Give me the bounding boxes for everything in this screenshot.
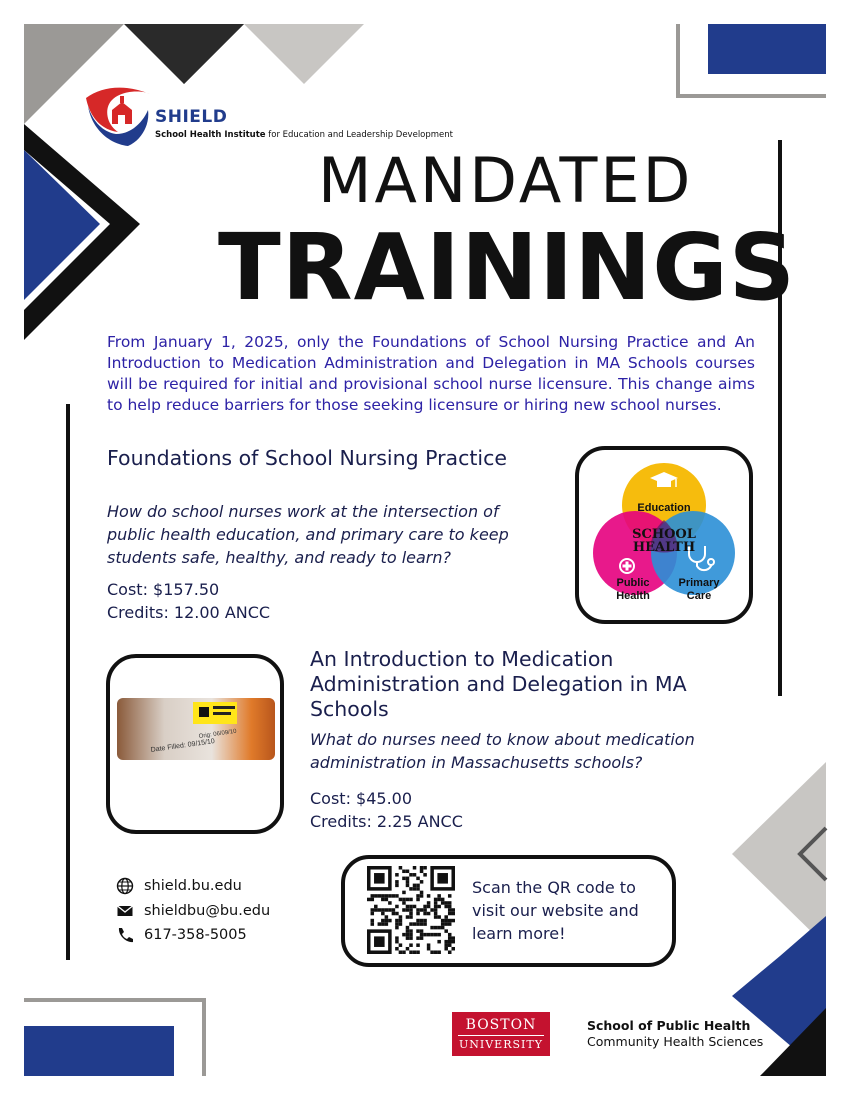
phone-icon — [116, 926, 134, 944]
venn-center-label-1: SCHOOL — [632, 527, 696, 542]
course1-title: Foundations of School Nursing Practice — [107, 446, 508, 470]
sph-line2: Community Health Sciences — [587, 1034, 764, 1049]
contact-phone[interactable]: 617-358-5005 — [144, 927, 247, 944]
qr-code-icon[interactable] — [367, 866, 455, 954]
venn-public-label-2: Health — [616, 590, 650, 602]
medication-bottle-image — [117, 698, 275, 760]
contact-website-row[interactable] — [116, 874, 270, 899]
bu-logo-line2: UNIVERSITY — [459, 1038, 543, 1051]
course1-credits: Credits: 12.00 ANCC — [107, 603, 271, 622]
course2-title: An Introduction to Medication Administration and Delegation in MA Schools — [310, 647, 687, 721]
course1-cost: Cost: $157.50 — [107, 580, 220, 599]
contact-website[interactable]: shield.bu.edu — [144, 878, 242, 895]
course2-details — [310, 787, 463, 833]
contact-phone-row[interactable] — [116, 923, 270, 948]
venn-diagram-box — [575, 446, 753, 624]
venn-public-label-1: Public — [616, 577, 650, 589]
sph-line1: School of Public Health — [587, 1018, 751, 1033]
venn-primary-label-1: Primary — [678, 577, 720, 589]
envelope-icon — [116, 902, 134, 920]
intro-paragraph: From January 1, 2025, only the Foundations of School Nursing Practice and An Introduction to Medication Administration and Delegation in MA Schools courses will be required for initial and provisional school nurse licensure. This change aims to help reduce barriers for those seeking licensure or hiring new school nurses. — [107, 333, 755, 414]
title-mandated: MANDATED — [318, 144, 694, 217]
venn-primary-label-2: Care — [686, 590, 712, 602]
bottle-label-orig: Orig: 06/09/10 — [198, 728, 237, 740]
course2-credits: Credits: 2.25 ANCC — [310, 812, 463, 831]
bottle-label-date: Date Filled: 09/15/10 — [150, 738, 216, 754]
course1-details — [107, 578, 270, 624]
logo-name: SHIELD — [155, 107, 228, 127]
shield-logo-icon — [82, 84, 154, 150]
contact-info — [116, 874, 270, 948]
logo-subtitle: School Health Institute for Education and Leadership Development — [155, 130, 454, 140]
course2-question: What do nurses need to know about medication administration in Massachusetts schools? — [310, 730, 695, 772]
school-of-public-health — [587, 1018, 763, 1050]
contact-email[interactable]: shieldbu@bu.edu — [144, 902, 271, 919]
bu-logo-line1: BOSTON — [458, 1017, 544, 1036]
venn-center-label-2: HEALTH — [632, 540, 696, 555]
course1-question: How do school nurses work at the intersection of public health education, and primary care to keep students safe, healthy, and ready to learn? — [107, 502, 509, 567]
venn-diagram — [579, 450, 749, 620]
shield-logo-text — [155, 107, 453, 140]
venn-education-label: Education — [637, 502, 691, 514]
course2-cost: Cost: $45.00 — [310, 789, 413, 808]
title-trainings: TRAININGS — [218, 214, 797, 321]
qr-code-caption: Scan the QR code to visit our website and learn more! — [472, 878, 639, 943]
globe-icon — [116, 877, 134, 895]
contact-email-row[interactable] — [116, 899, 270, 924]
medication-photo-box — [106, 654, 284, 834]
boston-university-logo — [452, 1012, 550, 1056]
